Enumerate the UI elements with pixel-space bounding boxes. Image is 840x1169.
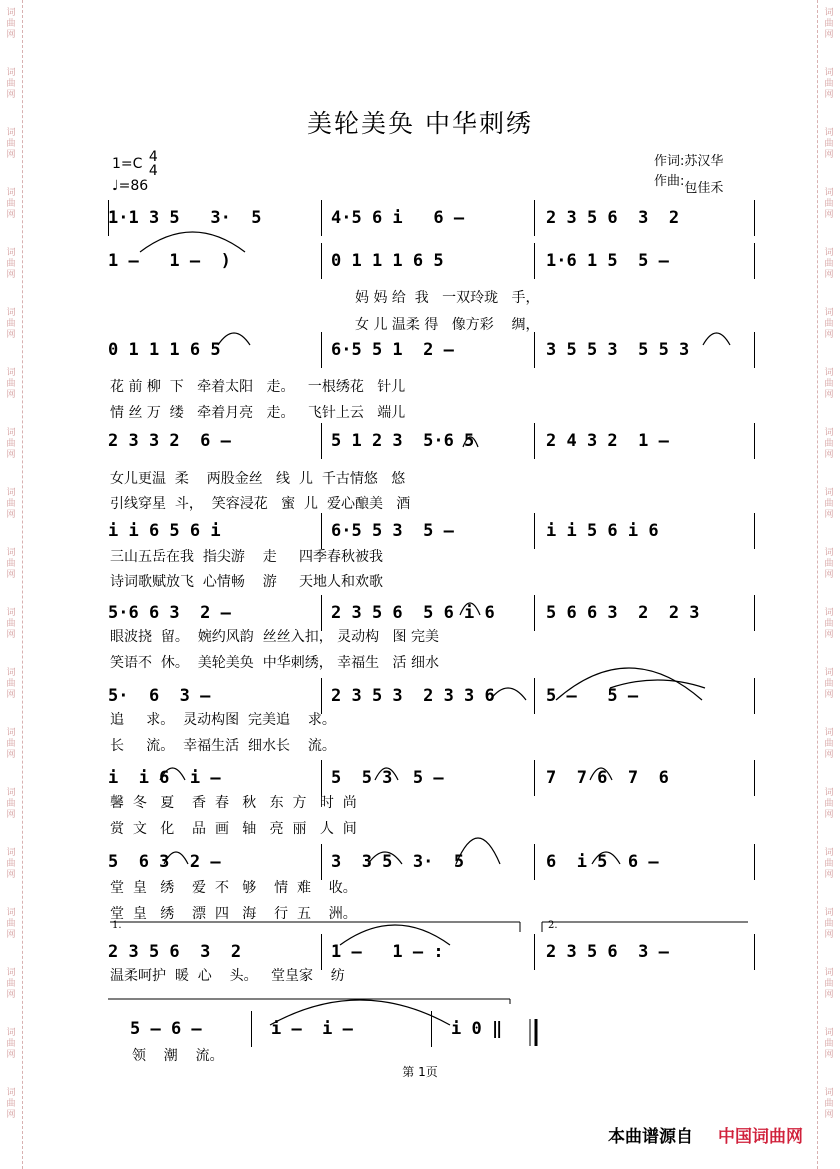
measure-notes: 1·6 1 5 5 — [546,251,669,271]
lyric-line: 温柔呵护 暖 心 头。 堂皇家 纺 [110,968,345,984]
measure-notes: 2 3 5 3 2 3 3 6 [331,686,495,706]
slur [218,333,250,345]
watermark-text: 词 曲 网 [824,728,834,760]
watermark-text: 词 曲 网 [6,428,16,460]
measure-notes: 1 — 1 — : [331,942,444,962]
watermark-text: 词 曲 网 [6,728,16,760]
watermark-text: 词 曲 网 [824,1028,834,1060]
lyricist-credit: 作词:苏汉华 [654,154,724,169]
slur [460,603,480,615]
watermark-text: 词 曲 网 [824,1088,834,1120]
measure-notes: 6·5 5 1 2 — [331,340,454,360]
watermark-text: 词 曲 网 [824,848,834,880]
lyric-line: 追 求。 灵动构图 完美追 求。 [110,712,336,728]
measure-notes: 2 3 5 6 3 2 [108,942,242,962]
watermark-text: 词 曲 网 [6,68,16,100]
lyric-line: 三山五岳在我 指尖游 走 四季春秋被我 [110,549,383,565]
measure-notes: 2 3 5 6 3 2 [546,208,680,228]
watermark-text: 词 曲 网 [6,8,16,40]
watermark-text: 词 曲 网 [824,248,834,280]
page-number: 第 1页 [402,1065,438,1079]
measure-notes: 2 3 5 6 3 — [546,942,669,962]
watermark-text: 词 曲 网 [824,608,834,640]
measure-notes: i 0 ‖ [451,1019,503,1039]
volta-1: 1. [112,920,122,931]
lyric-line: 长 流。 幸福生活 细水长 流。 [110,738,336,754]
measure-notes: 7 7 6 7 6 [546,768,669,788]
source-label: 本曲谱源自 [608,1127,693,1147]
watermark-text: 词 曲 网 [6,1088,16,1120]
measure-notes: 5 6 3 2 — [108,852,221,872]
lyric-line: 引线穿星 斗， 笑容浸花 蜜 儿 爱心酿美 酒 [110,496,411,512]
measure-notes: 1 — 1 — ) [108,251,231,271]
slur [140,232,245,252]
watermark-text: 词 曲 网 [824,668,834,700]
watermark-text: 词 曲 网 [824,788,834,820]
measure-notes: 0 1 1 1 6 5 [331,251,444,271]
lyric-line: 领 潮 流。 [132,1048,224,1064]
watermark-text: 词 曲 网 [824,128,834,160]
lyric-line: 赏 文 化 品 画 轴 亮 丽 人 间 [110,821,357,837]
watermark-text: 词 曲 网 [6,1028,16,1060]
measure-notes: 2 4 3 2 1 — [546,431,669,451]
slur [270,1000,450,1025]
slur [340,925,450,945]
slur [160,768,185,780]
volta-2: 2. [548,920,558,931]
measure-notes: i — i — [271,1019,353,1039]
song-title: 美轮美奂 中华刺绣 [307,109,533,138]
slur [610,680,705,688]
watermark-text: 词 曲 网 [6,668,16,700]
slur [368,852,402,864]
tempo-marking: ♩=86 [112,178,149,194]
lyric-line: 花 前 柳 下 牵着太阳 走。 一根绣花 针儿 [110,379,406,395]
time-signature: 4 4 [148,149,158,179]
measure-notes: 5· 6 3 — [108,686,211,706]
measure-notes: 5 1 2 3 5·6 5 [331,431,475,451]
measure-notes: i i 6 i — [108,768,221,788]
measure-notes: 5 5 3 5 — [331,768,444,788]
watermark-text: 词 曲 网 [824,908,834,940]
key-signature: 1=C 4 4 [112,149,158,179]
watermark-text: 词 曲 网 [6,488,16,520]
watermark-text: 词 曲 网 [824,8,834,40]
watermark-text: 词 曲 网 [6,968,16,1000]
slur [590,768,612,780]
watermark-text: 词 曲 网 [6,248,16,280]
lyric-line: 笑语不 休。 美轮美奂 中华刺绣， 幸福生 活 细水 [110,655,439,671]
measure-notes: 5 6 6 3 2 2 3 [546,603,700,623]
measure-notes: 0 1 1 1 6 5 [108,340,221,360]
measure-notes: 3 3 5 3· 5 [331,852,465,872]
watermark-text: 词 曲 网 [824,968,834,1000]
measure-notes: 5 — 6 — [130,1019,202,1039]
watermark-text: 词 曲 网 [824,548,834,580]
watermark-text: 词 曲 网 [6,368,16,400]
watermark-text: 词 曲 网 [824,368,834,400]
lyric-line: 女儿更温 柔 两股金丝 线 儿 千古情悠 悠 [110,471,406,487]
measure-notes: 6·5 5 3 5 — [331,521,454,541]
lyric-line: 馨 冬 夏 香 春 秋 东 方 时 尚 [110,795,357,811]
lyric-line: 女 儿 温柔 得 像方彩 绸， [355,317,540,333]
slur [556,668,702,700]
lyric-line: 堂 皇 绣 漂 四 海 行 五 洲。 [110,906,357,922]
lyric-line: 堂 皇 绣 爱 不 够 情 难 收。 [110,880,357,896]
slur [164,852,188,864]
lyric-line: 眼波挠 留。 婉约风韵 丝丝入扣， 灵动构 图 完美 [110,629,439,645]
slur [592,852,620,864]
composer-credit: 作曲:包佳禾 [654,174,724,196]
watermark-text: 词 曲 网 [6,908,16,940]
slur [703,333,730,345]
watermark-text: 词 曲 网 [824,308,834,340]
watermark-text: 词 曲 网 [824,68,834,100]
lyric-line: 情 丝 万 缕 牵着月亮 走。 飞针上云 端儿 [110,405,406,421]
watermark-text: 词 曲 网 [824,188,834,220]
measure-notes: 2 3 3 2 6 — [108,431,231,451]
watermark-text: 词 曲 网 [6,128,16,160]
slur [375,768,398,780]
lyric-line: 诗词歌赋放飞 心情畅 游 天地人和欢歌 [110,574,383,590]
measure-notes: 5 — 5 — [546,686,639,706]
slur [463,437,478,447]
measure-notes: 5·6 6 3 2 — [108,603,231,623]
watermark-text: 词 曲 网 [824,488,834,520]
watermark-text: 词 曲 网 [6,548,16,580]
measure-notes: i i 5 6 i 6 [546,521,659,541]
measure-notes: 2 3 5 6 5 6 i 6 [331,603,495,623]
watermark-text: 词 曲 网 [824,428,834,460]
watermark-text: 词 曲 网 [6,848,16,880]
watermark-text: 词 曲 网 [6,308,16,340]
watermark-text: 词 曲 网 [6,788,16,820]
measure-notes: 1·1 3 5 3· 5 [108,208,262,228]
watermark-text: 词 曲 网 [6,188,16,220]
measure-notes: 3 5 5 3 5 5 3 [546,340,690,360]
quarter-note-icon: ♩ [112,178,119,194]
slur [490,688,526,700]
measure-notes: 6 i 5 6 — [546,852,659,872]
measure-notes: 4·5 6 i 6 — [331,208,465,228]
measure-notes: i i 6 5 6 i [108,521,221,541]
slur [456,838,500,864]
watermark-text: 词 曲 网 [6,608,16,640]
source-site: 中国词曲网 [718,1127,803,1147]
lyric-line: 妈 妈 给 我 一双玲珑 手， [355,290,540,306]
